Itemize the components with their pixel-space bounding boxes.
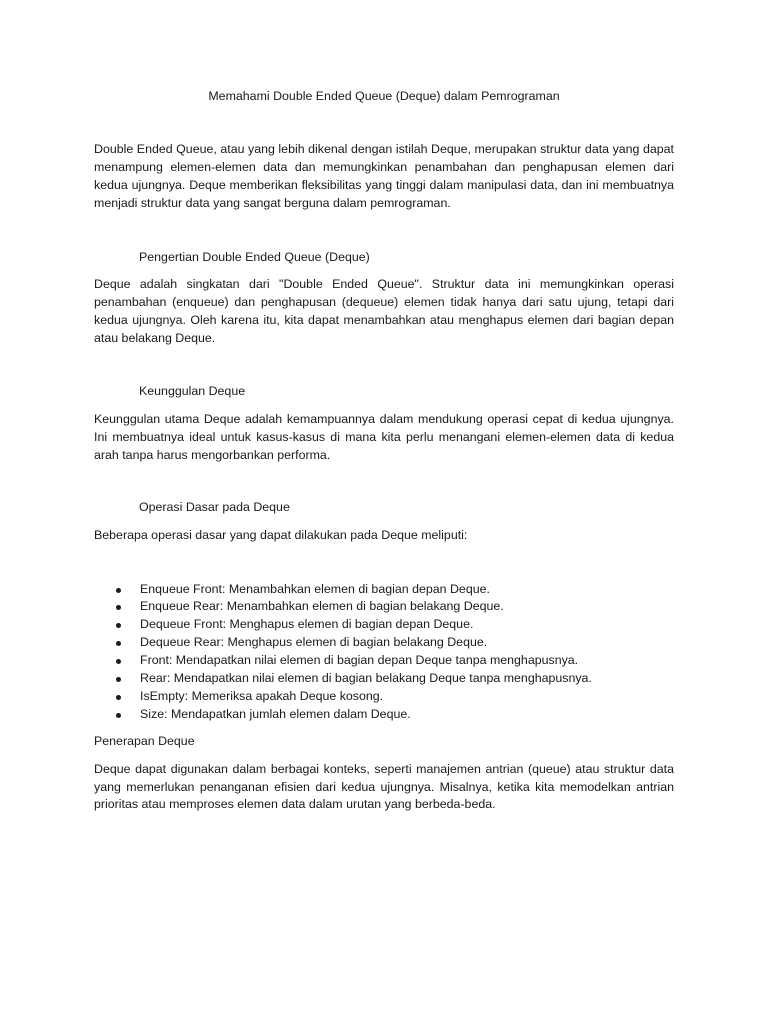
list-item bbox=[114, 616, 674, 634]
bullet-icon bbox=[116, 588, 121, 593]
list-item-text: Enqueue Rear: Menambahkan elemen di bagian belakang Deque. bbox=[140, 599, 504, 614]
list-item-text: IsEmpty: Memeriksa apakah Deque kosong. bbox=[140, 688, 384, 703]
bullet-icon bbox=[116, 605, 121, 610]
section-body-keunggulan: Keunggulan utama Deque adalah kemampuannya dalam mendukung operasi cepat di kedua ujungnya. Ini membuatnya ideal untuk kasus-kasus di mana kita perlu menangani elemen-elemen data di kedua arah tanpa harus mengorbankan performa. bbox=[94, 411, 674, 462]
section-heading-operasi: Operasi Dasar pada Deque bbox=[139, 499, 290, 514]
bullet-icon bbox=[116, 659, 121, 664]
section-heading-pengertian: Pengertian Double Ended Queue (Deque) bbox=[139, 249, 370, 264]
bullet-icon bbox=[116, 623, 121, 628]
section-body-penerapan: Deque dapat digunakan dalam berbagai konteks, seperti manajemen antrian (queue) atau struktur data yang memerlukan penanganan efisien dari kedua ujungnya. Misalnya, ketika kita memodelkan antrian prioritas atau memproses elemen data dalam urutan yang berbeda-beda. bbox=[94, 761, 674, 812]
bullet-icon bbox=[116, 641, 121, 646]
bullet-icon bbox=[116, 677, 121, 682]
bullet-icon bbox=[116, 713, 121, 718]
section-heading-penerapan: Penerapan Deque bbox=[94, 733, 195, 748]
list-item-text: Front: Mendapatkan nilai elemen di bagian depan Deque tanpa menghapusnya. bbox=[140, 653, 579, 668]
list-item bbox=[114, 670, 674, 688]
list-item bbox=[114, 634, 674, 652]
list-item-text: Dequeue Rear: Menghapus elemen di bagian belakang Deque. bbox=[140, 635, 488, 650]
section-heading-keunggulan: Keunggulan Deque bbox=[139, 384, 246, 399]
document-title: Memahami Double Ended Queue (Deque) dalam Pemrograman bbox=[208, 89, 560, 103]
bullet-icon bbox=[116, 695, 121, 700]
list-item-text: Rear: Mendapatkan nilai elemen di bagian belakang Deque tanpa menghapusnya. bbox=[140, 671, 592, 686]
document-content bbox=[94, 88, 674, 814]
list-item bbox=[114, 706, 674, 724]
list-item bbox=[114, 598, 674, 616]
section-body-operasi: Beberapa operasi dasar yang dapat dilakukan pada Deque meliputi: bbox=[94, 527, 468, 542]
list-item-text: Dequeue Front: Menghapus elemen di bagian depan Deque. bbox=[140, 617, 474, 632]
list-item-text: Size: Mendapatkan jumlah elemen dalam Deque. bbox=[140, 706, 411, 721]
list-item bbox=[114, 652, 674, 670]
section-body-pengertian: Deque adalah singkatan dari "Double Ended Queue". Struktur data ini memungkinkan operasi penambahan (enqueue) dan penghapusan (dequeue) elemen tidak hanya dari satu ujung, tetapi dari kedua ujungnya. Oleh karena itu, kita dapat menambahkan atau menghapus elemen dari bagian depan atau belakang Deque. bbox=[94, 277, 674, 346]
intro-paragraph: Double Ended Queue, atau yang lebih dikenal dengan istilah Deque, merupakan struktur data yang dapat menampung elemen-elemen data dan memungkinkan penambahan dan penghapusan elemen dari kedua ujungnya. Deque memberikan fleksibilitas yang tinggi dalam manipulasi data, dan ini membuatnya menjadi struktur data yang sangat berguna dalam pemrograman. bbox=[94, 141, 674, 210]
list-item-text: Enqueue Front: Menambahkan elemen di bagian depan Deque. bbox=[140, 581, 490, 596]
list-item bbox=[114, 688, 674, 706]
list-item bbox=[114, 581, 674, 599]
operations-list bbox=[94, 581, 674, 724]
